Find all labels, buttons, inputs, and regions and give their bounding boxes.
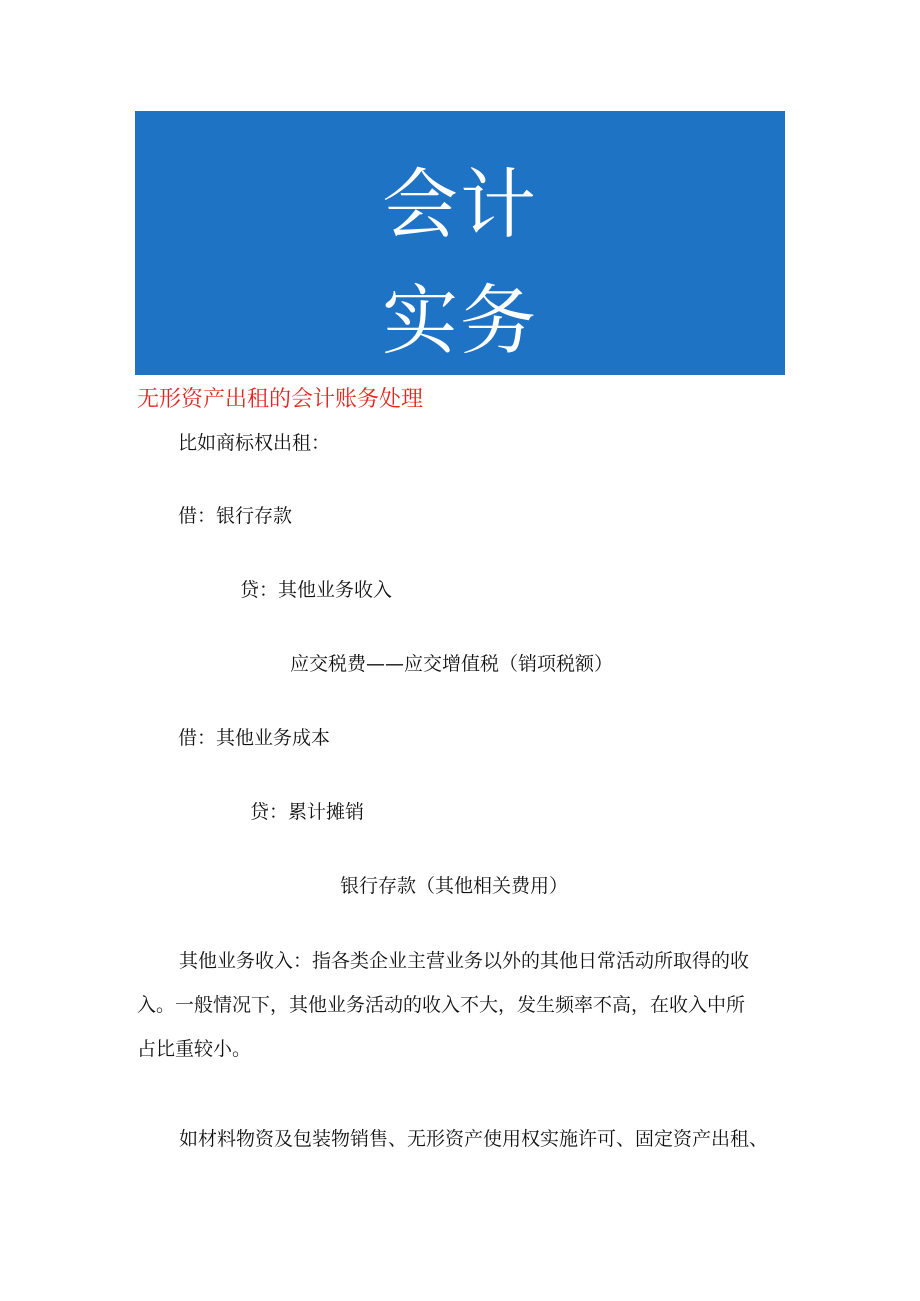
definition-paragraph <box>137 939 787 1071</box>
entry1-credit-2: 应交税费——应交增值税（销项税额） <box>290 653 614 675</box>
article-title: 无形资产出租的会计账务处理 <box>137 387 424 412</box>
examples-row-1: 如材料物资及包装物销售、无形资产使用权实施许可、固定资产出租、 <box>179 1128 769 1150</box>
entry2-debit: 借：其他业务成本 <box>178 727 331 749</box>
banner-title-line-1: 会计 <box>382 160 538 249</box>
definition-row-3: 占比重较小。 <box>137 1038 252 1060</box>
banner-title-line-2: 实务 <box>382 276 538 365</box>
entry2-credit-2: 银行存款（其他相关费用） <box>340 875 569 897</box>
entry1-debit: 借：银行存款 <box>178 505 293 527</box>
entry1-credit-1: 贷：其他业务收入 <box>240 579 393 601</box>
definition-row-2: 入。一般情况下，其他业务活动的收入不大，发生频率不高，在收入中所 <box>137 994 746 1016</box>
examples-paragraph <box>137 1117 787 1161</box>
example-intro: 比如商标权出租： <box>178 432 331 454</box>
entry2-credit-1: 贷：累计摊销 <box>250 801 365 823</box>
title-banner <box>135 111 785 375</box>
definition-row-1: 其他业务收入：指各类企业主营业务以外的其他日常活动所取得的收 <box>179 950 750 972</box>
